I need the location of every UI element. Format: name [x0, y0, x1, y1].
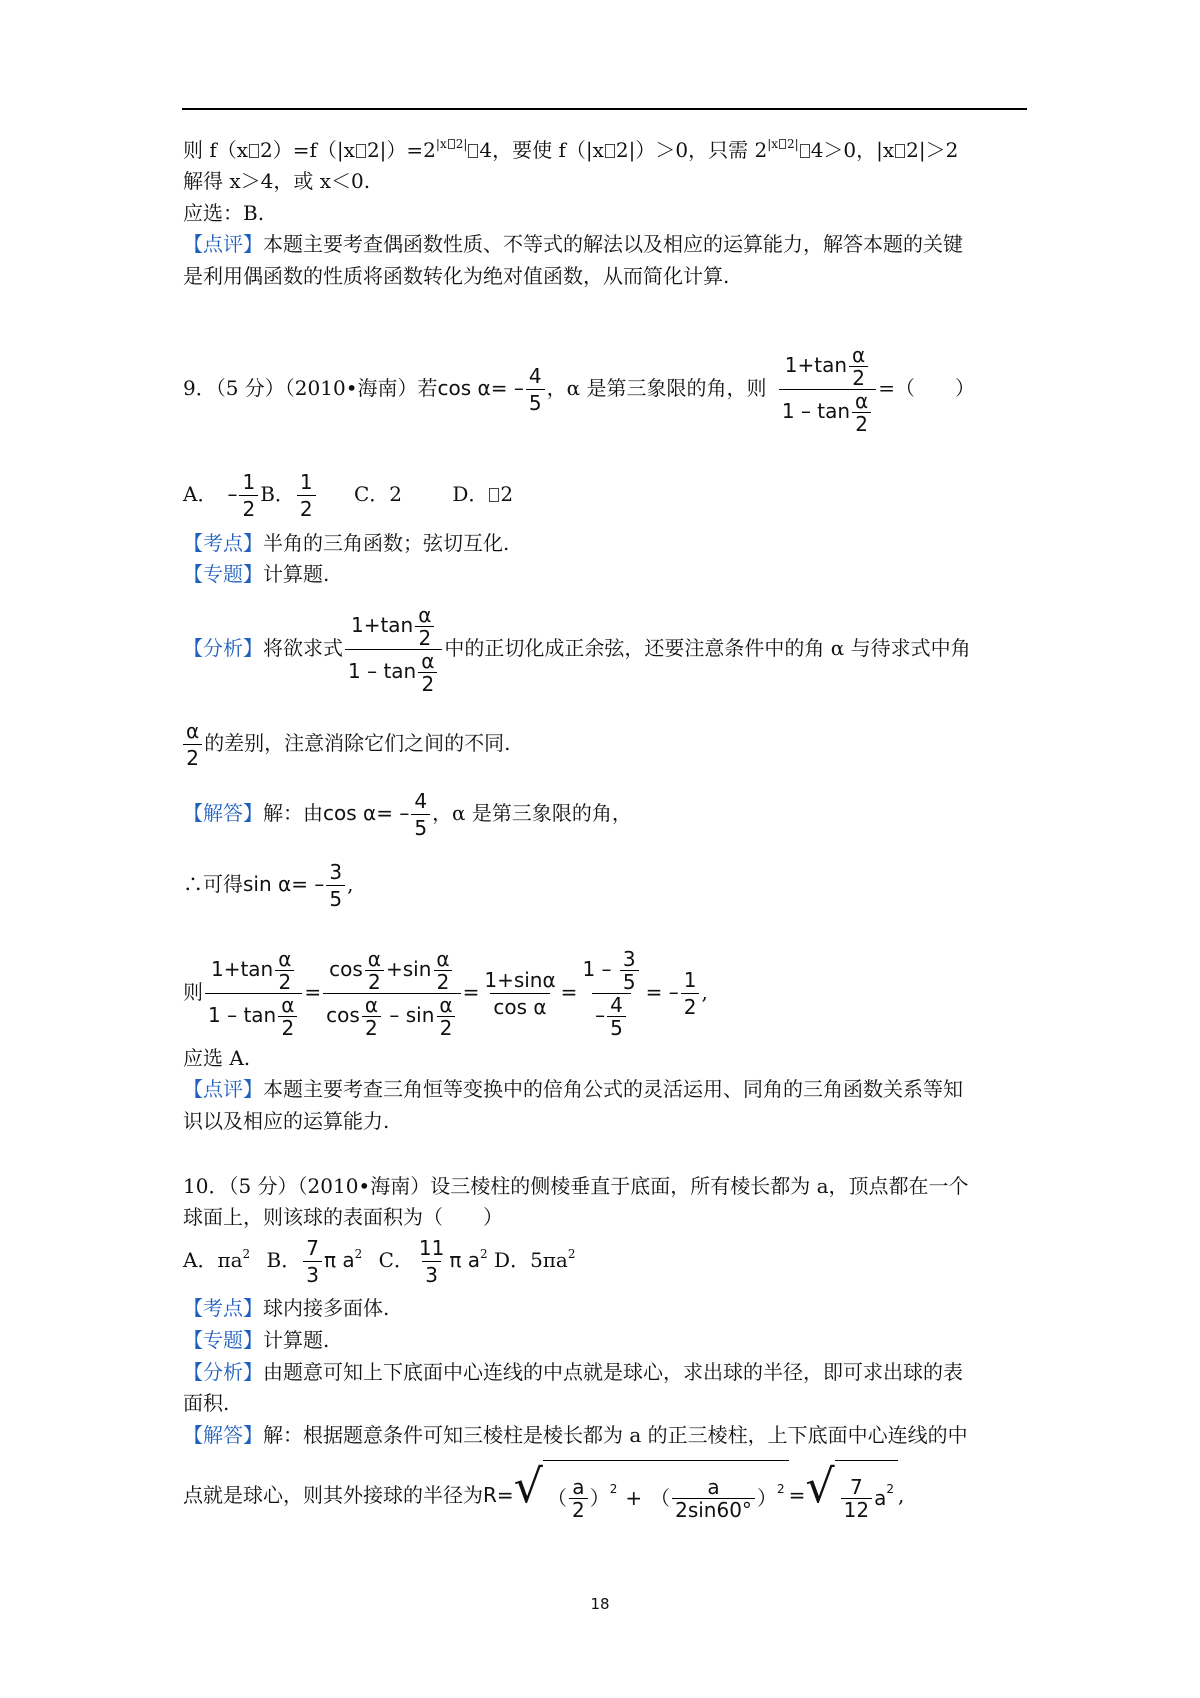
kaodian-line: 【考点】球内接多面体.	[183, 1296, 390, 1320]
text-line: 应选：B.	[183, 201, 265, 225]
page-number: 18	[590, 1595, 610, 1613]
text-line: 球面上，则该球的表面积为（ ）	[183, 1205, 503, 1229]
text-line: 识以及相应的运算能力.	[183, 1109, 390, 1133]
text-line: 应选 A.	[183, 1046, 251, 1070]
question-10-options: A．$\pi a^2$ B． $\frac{7}{3}$ π $a^2$ C． $\frac{11}{3}$ π $a^2$ D．$5\pi a^2$	[183, 1236, 576, 1287]
text-line: 面积.	[183, 1391, 230, 1415]
text-line: 是利用偶函数的性质将函数转化为绝对值函数，从而简化计算.	[183, 264, 730, 288]
missing-glyph-box	[356, 144, 366, 158]
text-line: $\frac{\alpha}{2}$ 的差别，注意消除它们之间的不同.	[183, 715, 511, 771]
missing-glyph-box	[468, 144, 478, 158]
radius-equation-line: 点就是球心，则其外接球的半径为R= √ （ $\frac{a}{2}$ ） 2 + （ $\frac{a}{2\sin 60^\circ}$ ） 2 = √ $\frac{7}{12}$ a 2 ,	[183, 1460, 904, 1533]
zhuanti-line: 【专题】计算题.	[183, 562, 330, 586]
zhuanti-line: 【专题】计算题.	[183, 1328, 330, 1352]
jieda-line: 【解答】解：根据题意条件可知三棱柱是棱长都为 a 的正三棱柱，上下底面中心连线的中	[183, 1423, 968, 1447]
header-rule	[182, 108, 1027, 110]
dianping-line: 【点评】本题主要考查三角恒等变换中的倍角公式的灵活运用、同角的三角函数关系等知	[183, 1077, 963, 1101]
question-10-title: 10．（5 分）（2010•海南）设三棱柱的侧棱垂直于底面，所有棱长都为 a，顶点都在一个	[183, 1174, 969, 1198]
question-9-title: 9．（5 分）（2010•海南）若cos α= – $\frac{4}{5}$ ，α 是第三象限的角，则 1+tan $\frac{\alpha}{2}$ 1 – tan $\frac{\alpha}{2}$ =（ ）	[183, 343, 975, 436]
comment-line: 【点评】本题主要考查偶函数性质、不等式的解法以及相应的运算能力，解答本题的关键	[183, 232, 963, 256]
fenxi-line: 【分析】将欲求式 1+tan $\frac{\alpha}{2}$ 1 – tan $\frac{\alpha}{2}$ 中的正切化成正余弦，还要注意条件中的角 α 与待求式中角	[183, 603, 971, 696]
text-line: 解得 x＞4，或 x＜0.	[183, 169, 371, 193]
text-line: 则 f（x 2）=f（|x $2|)=2^{|x 2|}$ 4，要使 f（|x 2|）＞0，只需 $2^{|x 2|}$ 4＞0，|x 2|＞2	[183, 137, 959, 162]
missing-glyph-box	[249, 144, 259, 158]
equation-line: 则 1+tan $\frac{\alpha}{2}$ 1 – tan $\frac{\alpha}{2}$ = cos $\frac{\alpha}{2}$ +sin $\frac{\alpha}{2}$ cos $\frac{\alpha}{2}$ – sin $\frac{\alpha}{2}$ = $\frac{1+\sin\alpha}{\text{cos α}}$ = 1 – $\frac{3}{5}$ – $\frac{4}{5}$ = – $\frac{1}{2}$ ,	[183, 947, 708, 1040]
text-line: ∴可得sin α= – $\frac{3}{5}$ ,	[183, 860, 354, 911]
question-9-options: A． – $\frac{1}{2}$ B． $\frac{1}{2}$ C．2 D． 2	[183, 470, 514, 521]
kaodian-line: 【考点】半角的三角函数；弦切互化.	[183, 531, 510, 555]
jieda-line: 【解答】解：由cos α= – $\frac{4}{5}$ ，α 是第三象限的角，	[183, 789, 632, 840]
fenxi-line: 【分析】由题意可知上下底面中心连线的中点就是球心，求出球的半径，即可求出球的表	[183, 1360, 963, 1384]
